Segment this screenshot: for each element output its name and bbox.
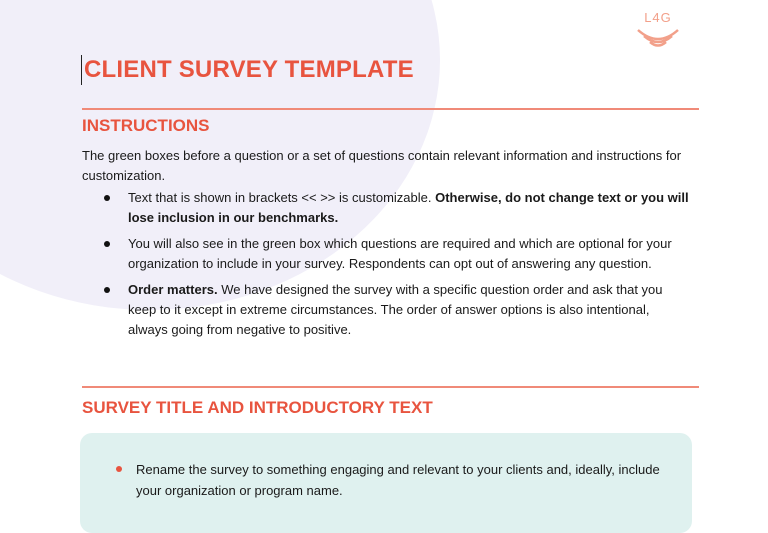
info-box-item[interactable]	[110, 459, 686, 501]
list-item[interactable]	[82, 234, 692, 274]
text-cursor	[81, 55, 82, 85]
signal-waves-icon	[632, 24, 684, 54]
l4g-logo	[632, 8, 684, 54]
bullet-text: Text that is shown in brackets << >> is customizable.	[128, 190, 436, 205]
bullet-icon	[104, 287, 110, 293]
section-divider	[82, 386, 699, 388]
section-divider	[82, 108, 699, 110]
customization-info-box	[80, 433, 692, 533]
bullet-bold-text: Otherwise, do not change text or you will lose inclusion in our benchmarks.	[128, 190, 689, 225]
bullet-text: You will also see in the green box which questions are required and which are optional for your organization to include in your survey. Respondents can opt out of answering any question.	[128, 236, 672, 271]
list-item[interactable]	[82, 280, 692, 340]
instructions-intro[interactable]: The green boxes before a question or a set of questions contain relevant information and instructions for customization.	[82, 148, 682, 183]
logo-text: L4G	[644, 10, 672, 25]
bullet-icon	[104, 195, 110, 201]
instructions-heading[interactable]: INSTRUCTIONS	[82, 116, 210, 135]
document-title[interactable]: CLIENT SURVEY TEMPLATE	[84, 56, 414, 83]
instructions-list	[82, 188, 692, 346]
bullet-icon	[116, 466, 122, 472]
bullet-bold-text: Order matters.	[128, 282, 218, 297]
list-item[interactable]	[82, 188, 692, 228]
bullet-text: We have designed the survey with a specific question order and ask that you keep to it except in extreme circumstances. The order of answer options is also intentional, always going from negative to positive.	[128, 282, 663, 337]
info-box-text: Rename the survey to something engaging and relevant to your clients and, ideally, include your organization or program name.	[136, 462, 660, 498]
bullet-icon	[104, 241, 110, 247]
survey-title-heading[interactable]: SURVEY TITLE AND INTRODUCTORY TEXT	[82, 398, 433, 417]
